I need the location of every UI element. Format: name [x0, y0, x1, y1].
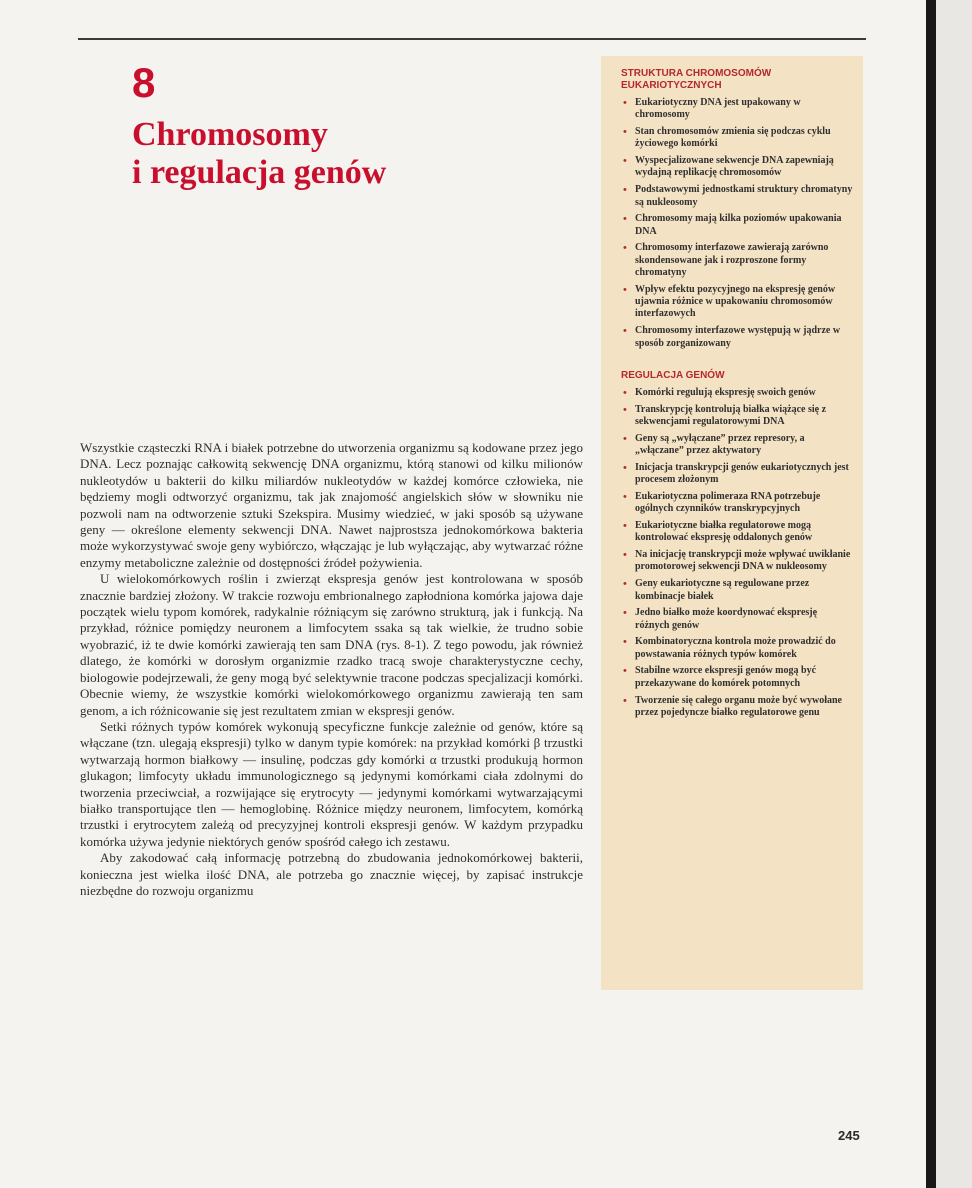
chapter-contents-sidebar — [601, 56, 863, 990]
body-paragraph: Setki różnych typów komórek wykonują specyficzne funkcje zależnie od genów, które są włączane (tzn. ulegają ekspresji) tylko w danym typie komórek: na przykład komórki β trzustki wytwarzają hormon białkowy — insulinę, podczas gdy komórki α trzustki produkują hormon glukagon; limfocyty układu immunologicznego są jedynymi komórkami ciała zdolnymi do tworzenia przeciwciał, a rozwijające się erytrocyty — jedynymi komórkami wytwarzającymi białko transportujące tlen — hemoglobinę. Różnice między neuronem, limfocytem, komórką trzustki i erytrocytem zależą od precyzyjnej kontroli ekspresji genów. W każdym przypadku komórka używa jedynie niektórych genów spośród całego ich zestawu. — [80, 718, 583, 849]
sidebar-item: • Stan chromosomów zmienia się podczas cyklu życiowego komórki — [621, 126, 853, 151]
sidebar-list-structure — [621, 97, 853, 350]
chapter-title-line1: Chromosomy — [132, 116, 328, 153]
sidebar-item: • Eukariotyczny DNA jest upakowany w chromosomy — [621, 97, 853, 122]
sidebar-item: • Geny eukariotyczne są regulowane przez kombinacje białek — [621, 578, 853, 603]
sidebar-item: • Chromosomy interfazowe zawierają zarówno skondensowane jak i rozproszone formy chromatyny — [621, 242, 853, 279]
sidebar-item: • Chromosomy mają kilka poziomów upakowania DNA — [621, 213, 853, 238]
body-text — [80, 440, 583, 899]
chapter-number: 8 — [132, 59, 156, 106]
sidebar-item: • Podstawowymi jednostkami struktury chromatyny są nukleosomy — [621, 184, 853, 209]
sidebar-item: • Wpływ efektu pozycyjnego na ekspresję genów ujawnia różnice w upakowaniu chromosomów interfazowych — [621, 284, 853, 321]
sidebar-item: • Geny są „wyłączane” przez represory, a „włączane” przez aktywatory — [621, 433, 853, 458]
sidebar-item: • Transkrypcję kontrolują białka wiążące się z sekwencjami regulatorowymi DNA — [621, 404, 853, 429]
sidebar-heading-regulation: REGULACJA GENÓW — [621, 369, 725, 381]
sidebar-item: • Kombinatoryczna kontrola może prowadzić do powstawania różnych typów komórek — [621, 636, 853, 661]
sidebar-item: • Eukariotyczna polimeraza RNA potrzebuje ogólnych czynników transkrypcyjnych — [621, 491, 853, 516]
page-number: 245 — [838, 1128, 860, 1143]
sidebar-item: • Jedno białko może koordynować ekspresję różnych genów — [621, 607, 853, 632]
sidebar-item: • Komórki regulują ekspresję swoich genów — [621, 387, 853, 399]
body-paragraph: Aby zakodować całą informację potrzebną do zbudowania jednokomórkowej bakterii, konieczna jest wielka ilość DNA, ale potrzeba go znacznie więcej, by zapisać instrukcje niezbędne do rozwoju organizmu — [80, 850, 583, 898]
top-rule — [78, 38, 866, 40]
sidebar-item: • Tworzenie się całego organu może być wywołane przez pojedyncze białko regulatorowe genu — [621, 695, 853, 720]
page-edge-shadow — [926, 0, 972, 1188]
sidebar-heading-structure: STRUKTURA CHROMOSOMÓW EUKARIOTYCZNYCH — [621, 68, 772, 91]
sidebar-item: • Chromosomy interfazowe występują w jądrze w sposób zorganizowany — [621, 325, 853, 350]
chapter-title-line2: i regulacja genów — [132, 154, 387, 191]
sidebar-list-regulation — [621, 387, 853, 719]
sidebar-item: • Inicjacja transkrypcji genów eukariotycznych jest procesem złożonym — [621, 462, 853, 487]
sidebar-item: • Stabilne wzorce ekspresji genów mogą być przekazywane do komórek potomnych — [621, 665, 853, 690]
sidebar-item: • Eukariotyczne białka regulatorowe mogą kontrolować ekspresję oddalonych genów — [621, 520, 853, 545]
body-paragraph: U wielokomórkowych roślin i zwierząt ekspresja genów jest kontrolowana w sposób znacznie bardziej złożony. W trakcie rozwoju embrionalnego zapłodniona komórka jajowa daje początek wielu typom komórek, radykalnie różniącym się zarówno strukturą, jak i funkcją. Na przykład, różnice pomiędzy neuronem a limfocytem ssaka są tak wielkie, że trudno sobie wyobrazić, iż te dwie komórki zawierają ten sam DNA (rys. 8-1). Z tego powodu, jak również dlatego, że komórki w dorosłym organizmie rzadko tracą swoje charakterystyczne cechy, biologowie podejrzewali, że geny mogą być selektywnie tracone podczas specjalizacji komórki. Obecnie wiemy, że wszystkie komórki wielokomórkowego organizmu zawierają ten sam genom, a ich różnicowanie się jest rezultatem zmian w ekspresji genów. — [80, 571, 583, 718]
sidebar-item: • Na inicjację transkrypcji może wpływać uwikłanie promotorowej sekwencji DNA w nukleosomy — [621, 549, 853, 574]
body-paragraph: Wszystkie cząsteczki RNA i białek potrzebne do utworzenia organizmu są kodowane przez jego DNA. Lecz poznając całkowitą sekwencję DNA organizmu, którą stanowi od kilku milionów nukleotydów u bakterii do kilku miliardów nukleotydów w każdej komórce człowieka, nie będziemy mogli odtworzyć organizmu, tak jak znajomość angielskich słów w słowniku nie pozwoli nam na odtworzenie sztuki Szekspira. Musimy wiedzieć, w jaki sposób są używane geny — określone elementy sekwencji DNA. Nawet najprostsza jednokomórkowa bakteria może wykorzystywać swoje geny wybiórczo, włączając je lub wyłączając, aby wytwarzać różne enzymy metaboliczne zależnie od dostępności źródeł pożywienia. — [80, 440, 583, 570]
chapter-title — [132, 116, 472, 192]
sidebar-item: • Wyspecjalizowane sekwencje DNA zapewniają wydajną replikację chromosomów — [621, 155, 853, 180]
